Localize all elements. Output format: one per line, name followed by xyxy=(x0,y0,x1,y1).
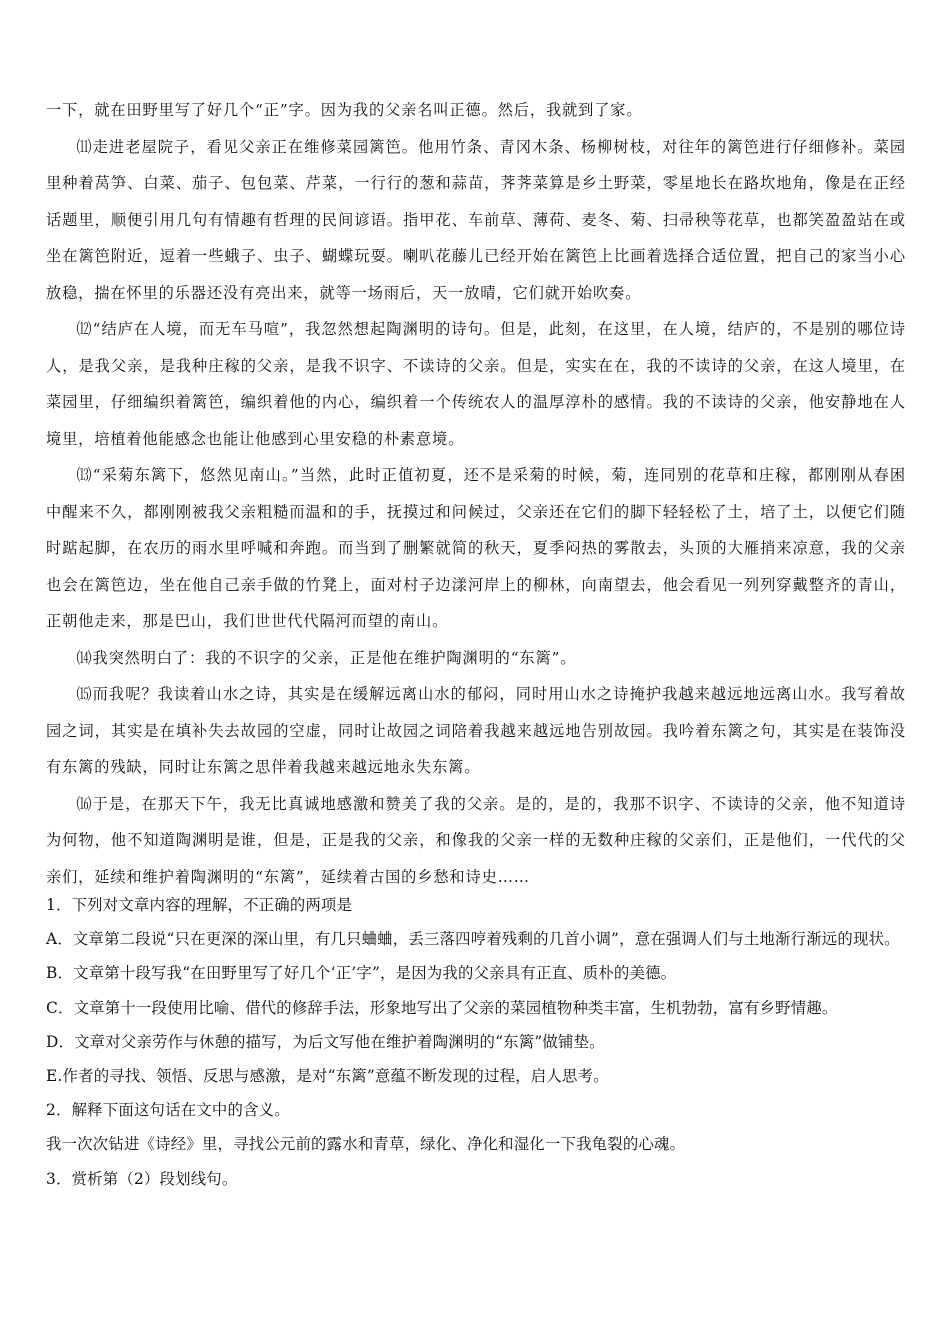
question-3-stem: 3．赏析第（2）段划线句。 xyxy=(46,1169,238,1188)
paragraph-16: ⒃于是，在那天下午，我无比真诚地感激和赞美了我的父亲。是的，是的，我那不识字、不读诗的父亲，他不知道诗为何物，他不知道陶渊明是谁，但是，正是我的父亲，和像我的父亲一样的无数种庄稼的父亲们，正是他们，一代代的父亲们，延续和维护着陶渊明的“东篱”，延续着古国的乡愁和诗史…… xyxy=(46,794,906,886)
question-1-stem: 1．下列对文章内容的理解，不正确的两项是 xyxy=(46,896,353,914)
question-1-option-c: C．文章第十一段使用比喻、借代的修辞手法，形象地写出了父亲的菜园植物种类丰富，生机勃勃，富有乡野情趣。 xyxy=(46,998,838,1017)
question-1-option-b: B．文章第十段写我“在田野里写了好几个‘正’字”，是因为我的父亲具有正直、质朴的美德。 xyxy=(46,964,677,983)
paragraph-11: ⑾走进老屋院子，看见父亲正在维修菜园篱笆。他用竹条、青冈木条、杨柳树枝，对往年的篱笆进行仔细修补。菜园里种着莴笋、白菜、茄子、包包菜、芹菜，一行行的葱和蒜苗，荠荠菜算是乡土野菜，零星地长在路坎地角，像是在正经话题里，顺便引用几句有情趣有哲理的民间谚语。指甲花、车前草、薄荷、麦冬、菊、扫帚秧等花草，也都笑盈盈站在或坐在篱笆附近，逗着一些蛾子、虫子、蝴蝶玩耍。喇叭花藤儿已经开始在篱笆上比画着选择合适位置，把自己的家当小心放稳，揣在怀里的乐器还没有亮出来，就等一场雨后，天一放晴，它们就开始吹奏。 xyxy=(46,137,906,302)
questions xyxy=(46,888,906,1196)
question-1-option-a: A．文章第二段说“只在更深的深山里，有几只蛐蛐，丢三落四哼着残剩的几首小调”，意在强调人们与土地渐行渐远的现状。 xyxy=(46,930,900,949)
question-2-sentence: 我一次次钻进《诗经》里，寻找公元前的露水和青草，绿化、净化和湿化一下我龟裂的心魂。 xyxy=(46,1135,686,1154)
question-2-stem: 2．解释下面这句话在文中的含义。 xyxy=(46,1101,290,1120)
question-1-option-d: D．文章对父亲劳作与休憩的描写，为后文写他在维护着陶渊明的“东篱”做铺垫。 xyxy=(46,1032,605,1051)
paragraph-13: ⒀“采菊东篱下，悠然见南山。”当然，此时正值初夏，还不是采菊的时候，菊，连同别的花草和庄稼，都刚刚从春困中醒来不久，都刚刚被我父亲粗糙而温和的手，抚摸过和问候过，父亲还在它们的脚下轻轻松了土，培了土，以便它们随时踮起脚，在农历的雨水里呼喊和奔跑。而当到了删繁就简的秋天，夏季闷热的雾散去，头顶的大雁捎来凉意，我的父亲也会在篱笆边，坐在他自己亲手做的竹凳上，面对村子边漾河岸上的柳林，向南望去，他会看见一列列穿戴整齐的青山，正朝他走来，那是巴山，我们世世代代隔河而望的南山。 xyxy=(46,466,906,630)
paragraph-10-continued: 一下，就在田野里写了好几个“正”字。因为我的父亲名叫正德。然后，我就到了家。 xyxy=(46,101,643,119)
paragraph-12: ⑿“结庐在人境，而无车马喧”，我忽然想起陶渊明的诗句。但是，此刻，在这里，在人境，结庐的，不是别的哪位诗人，是我父亲，是我种庄稼的父亲，是我不识字、不读诗的父亲。但是，实实在在，我的不读诗的父亲，在这人境里，在菜园里，仔细编织着篱笆，编织着他的内心，编织着一个传统农人的温厚淳朴的感情。我的不读诗的父亲，他安静地在人境里，培植着他能感念也能让他感到心里安稳的朴素意境。 xyxy=(46,320,906,448)
passage xyxy=(46,92,906,895)
paragraph-15: ⒂而我呢？我读着山水之诗，其实是在缓解远离山水的郁闷，同时用山水之诗掩护我越来越远地远离山水。我写着故园之词，其实是在填补失去故园的空虚，同时让故园之词陪着我越来越远地告别故园。我吟着东篱之句，其实是在装饰没有东篱的残缺，同时让东篱之思伴着我越来越远地永失东篱。 xyxy=(46,685,906,776)
paragraph-14: ⒁我突然明白了：我的不识字的父亲，正是他在维护陶渊明的“东篱”。 xyxy=(76,648,577,667)
question-1-option-e: E.作者的寻找、领悟、反思与感激，是对“东篱”意蕴不断发现的过程，启人思考。 xyxy=(46,1067,609,1086)
